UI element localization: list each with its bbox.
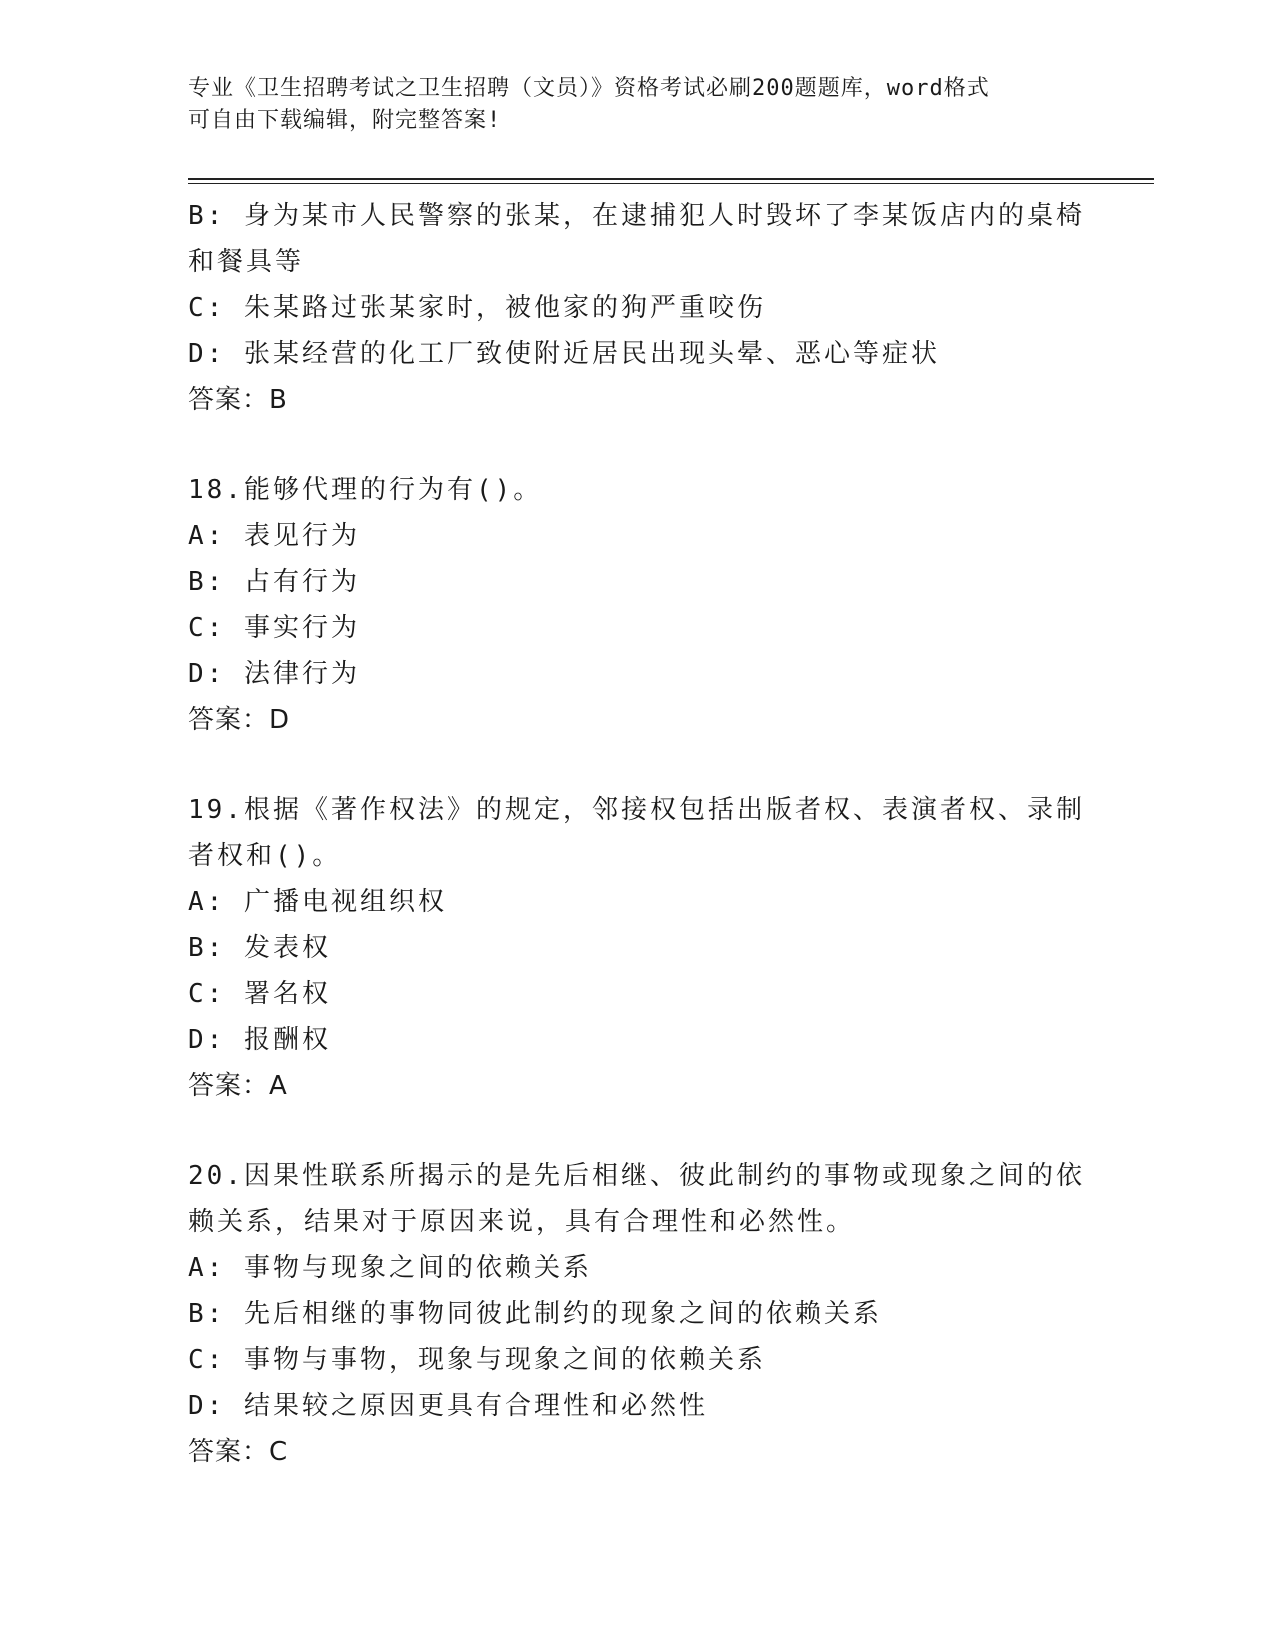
option-c: C: 事实行为 [188, 613, 360, 643]
answer-line: 答案：C [188, 1437, 289, 1467]
option-a: A: 广播电视组织权 [188, 887, 447, 917]
option-b: B: 占有行为 [188, 567, 360, 597]
question-stem-line-1: 19.根据《著作权法》的规定，邻接权包括出版者权、表演者权、录制 [188, 795, 1085, 825]
question-list [188, 193, 1088, 1475]
previous-question-tail [188, 193, 1088, 423]
question-20 [188, 1153, 1088, 1475]
option-d: D: 张某经营的化工厂致使附近居民出现头晕、恶心等症状 [188, 339, 940, 369]
answer-line: 答案：D [188, 705, 291, 735]
spacer [188, 423, 1088, 467]
question-19 [188, 787, 1088, 1109]
option-b-line-1: B: 身为某市人民警察的张某，在逮捕犯人时毁坏了李某饭店内的桌椅 [188, 201, 1085, 231]
question-stem-line-1: 20.因果性联系所揭示的是先后相继、彼此制约的事物或现象之间的依 [188, 1161, 1085, 1191]
question-stem-line-2: 赖关系，结果对于原因来说，具有合理性和必然性。 [188, 1207, 856, 1237]
question-stem-line-2: 者权和()。 [188, 841, 342, 871]
option-a: A: 事物与现象之间的依赖关系 [188, 1253, 592, 1283]
answer-line: 答案：A [188, 1071, 288, 1101]
header-divider-thin [188, 183, 1154, 184]
option-c: C: 事物与事物，现象与现象之间的依赖关系 [188, 1345, 766, 1375]
header-title-line-2: 可自由下载编辑，附完整答案! [188, 108, 502, 133]
option-d: D: 结果较之原因更具有合理性和必然性 [188, 1391, 708, 1421]
answer-line: 答案：B [188, 385, 288, 415]
option-b-line-2: 和餐具等 [188, 247, 305, 277]
option-a: A: 表见行为 [188, 521, 360, 551]
option-d: D: 法律行为 [188, 659, 360, 689]
question-18 [188, 467, 1088, 743]
question-stem: 18.能够代理的行为有()。 [188, 475, 543, 505]
option-d: D: 报酬权 [188, 1025, 331, 1055]
option-c: C: 朱某路过张某家时，被他家的狗严重咬伤 [188, 293, 766, 323]
option-b: B: 先后相继的事物同彼此制约的现象之间的依赖关系 [188, 1299, 882, 1329]
spacer [188, 1109, 1088, 1153]
document-header [188, 73, 1068, 137]
header-divider-thick [188, 178, 1154, 180]
option-c: C: 署名权 [188, 979, 331, 1009]
option-b: B: 发表权 [188, 933, 331, 963]
spacer [188, 743, 1088, 787]
header-title-line-1: 专业《卫生招聘考试之卫生招聘（文员）》资格考试必刷200题题库，word格式 [188, 76, 990, 101]
